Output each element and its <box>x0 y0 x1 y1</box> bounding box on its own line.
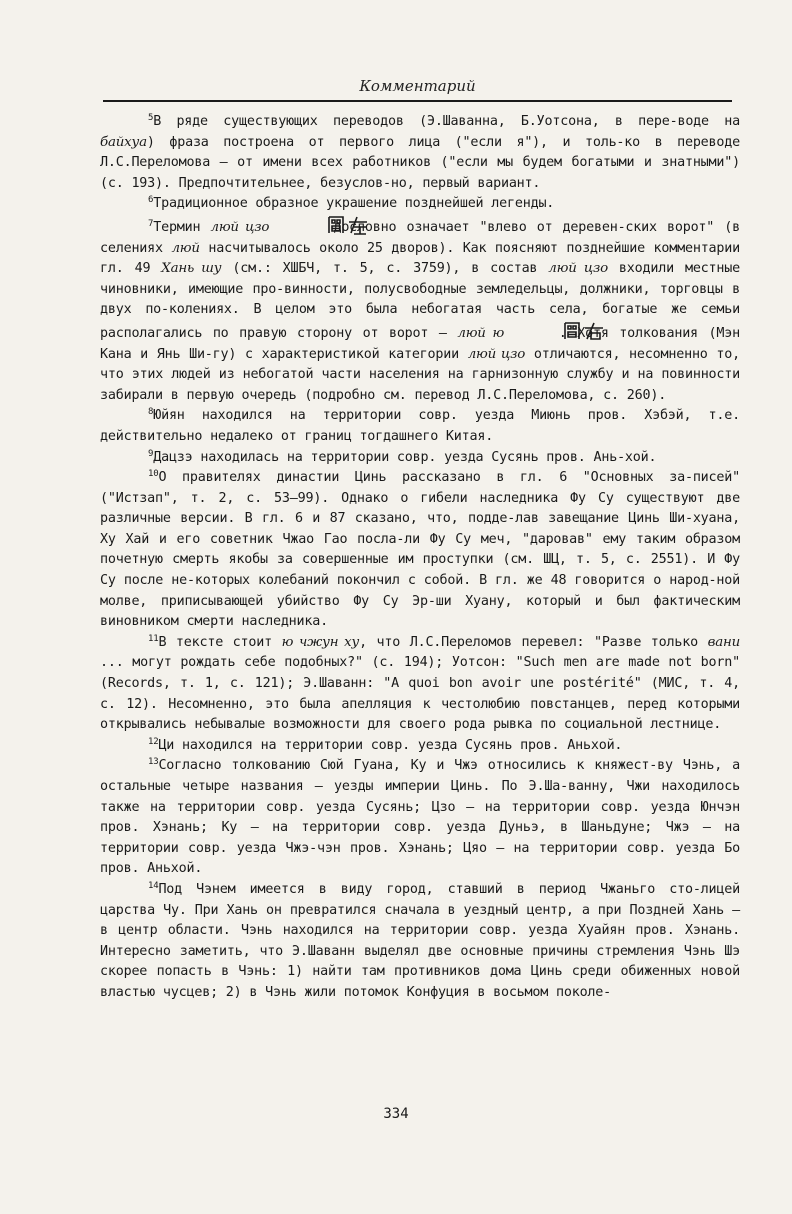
footnote <box>100 215 740 406</box>
footnote-text: , что Л.С.Переломов перевел: "Разве только <box>359 634 708 650</box>
transliteration: байхуа <box>100 134 147 150</box>
transliteration: Хань шу <box>161 261 222 277</box>
footnote-text: В ряде существующих переводов (Э.Шаванна, Б.Уотсона, в пере-воде на <box>153 114 740 129</box>
footnote-text: Ци находился на территории совр. уезда Сусянь пров. Аньхой. <box>158 737 623 753</box>
footnote-text: Термин <box>153 219 211 235</box>
footnote-text: Юйян находился на территории совр. уезда Миюнь пров. Хэбэй, т.е. действительно недалеко от границ тогдашнего Китая. <box>100 408 740 444</box>
footnote-number: 8 <box>148 407 154 418</box>
transliteration: ю чжун ху <box>281 634 360 650</box>
footnote-text: В тексте стоит <box>158 634 282 650</box>
footnote-number: 6 <box>148 195 154 206</box>
footnote-text: Дацзэ находилась на территории совр. уезда Сусянь пров. Ань-хой. <box>153 449 657 465</box>
footnote-text: отличаются, несомненно то, что этих людей из небогатой части населения на гарнизонную службу и на повинности забирали в первую очередь (подробно см. перевод Л.С.Переломова, с. 260). <box>100 346 740 403</box>
footnote-number: 7 <box>148 218 154 229</box>
footnote-text: Традиционное образное украшение позднейшей легенды. <box>153 196 555 212</box>
footnote-text: дословно означает "влево от деревен-ских ворот" (в селениях <box>100 219 740 256</box>
footnote-number: 14 <box>148 880 159 891</box>
footnote-text: . Хотя толкования (Мэн Кана и Янь Ши-гу) с характеристикой категории <box>100 325 740 362</box>
transliteration: люй цзо <box>548 261 608 277</box>
footnote-text: ) фраза построена от первого лица ("если я"), и толь-ко в переводе Л.С.Переломова – от имени всех работников ("если мы будем богатыми и знатными") (с. 193). Предпочтительнее, безуслов-но, первый вариант. <box>100 134 740 191</box>
header-rule <box>103 100 732 102</box>
footnote-number: 12 <box>148 736 159 747</box>
chars-lu-zuo-glyph <box>279 215 323 235</box>
footnote-text: Согласно толкованию Сюй Гуана, Ку и Чжэ относились к княжест-ву Чэнь, а остальные четыре названия – уезды империи Цинь. По Э.Ша-ванну, Чжи находилось также на территории совр. уезда Сусянь; Цзо – на территории совр. уезда Юнчэн пров. Хэнань; Ку – на территории совр. уезда Дуньэ, в Шаньдуне; Чжэ – на территории совр. уезда Чжэ-чэн пров. Хэнань; Цяо – на территории совр. уезда Бо пров. Аньхой. <box>100 758 740 877</box>
footnote <box>100 880 740 1004</box>
footnote-text: Под Чэнем имеется в виду город, ставший в период Чжаньго сто-лицей царства Чу. При Хань он превратился сначала в уездный центр, а при Поздней Хань – в центр области. Чэнь находился на территории совр. уезда Хуайян пров. Хэнань. Интересно заметить, что Э.Шаванн выделял две основные причины стремления Чэнь Шэ скорее попасть в Чэнь: 1) найти там противников дома Цинь среди обиженных новой властью чусцев; 2) в Чэнь жили потомок Конфуция в восьмом поколе- <box>100 881 740 1000</box>
commentary-body <box>100 112 740 1004</box>
footnote-text: входили местные чиновники, имеющие про-винности, полусвободные земледельцы, должники, торговцы в двух по-колениях. В целом это была небогатая часть села, богатые же семьи располагались по правую сторону от ворот – <box>100 261 740 341</box>
footnote <box>100 736 740 757</box>
transliteration: люй <box>171 240 200 256</box>
footnote-text: (см.: ХШБЧ, т. 5, с. 3759), в состав <box>221 261 549 277</box>
footnote-text: ... могут рождать себе подобных?" (с. 194); Уотсон: "Such men are made not born" (Records, т. 1, с. 121); Э.Шаванн: "A quoi bon avoir une postérité" (МИС, т. 4, с. 12). Несомненно, это была апелляция к честолюбию повстанцев, перед которыми открывались небывалые возможности для своего рода рывка по социальной лестнице. <box>100 655 740 733</box>
footnote-number: 9 <box>148 448 154 459</box>
footnote-number: 5 <box>148 113 154 123</box>
footnote-number: 13 <box>148 757 159 768</box>
transliteration: люй цзо <box>210 219 270 235</box>
footnote-number: 10 <box>148 469 159 480</box>
footnote-text: О правителях династии Цинь рассказано в гл. 6 "Основных за-писей" ("Истзап", т. 2, с. 53–99). Однако о гибели наследника Фу Су существуют две различные версии. В гл. 6 и 87 сказано, что, подде-лав завещание Цинь Ши-хуана, Ху Хай и его советник Чжао Гао посла-ли Фу Су меч, "даровав" ему таким образом почетную смерть якобы за совершенные им проступки (см. ШЦ, т. 5, с. 2551). И Фу Су после не-которых колебаний покончил с собой. В гл. же 48 говорится о народ-ной молве, приписывающей убийство Фу Су Эр-ши Хуану, который и был фактическим виновником смерти наследника. <box>100 470 740 630</box>
footnote <box>100 756 740 880</box>
transliteration: вани <box>707 634 741 650</box>
footnote <box>100 448 740 469</box>
footnote-number: 11 <box>148 633 159 644</box>
footnote-text: насчитывалось около 25 дворов). Как поясняют позднейшие комментарии гл. 49 <box>100 240 741 277</box>
chars-lu-you-glyph <box>515 321 559 341</box>
transliteration: люй цзо <box>467 346 526 362</box>
footnote <box>100 194 740 215</box>
running-head: Комментарий <box>359 77 476 95</box>
footnote <box>100 406 740 447</box>
transliteration: люй ю <box>457 325 505 341</box>
footnote <box>100 468 740 633</box>
footnote <box>100 112 740 194</box>
footnote <box>100 633 740 736</box>
page-number: 334 <box>383 1106 409 1122</box>
